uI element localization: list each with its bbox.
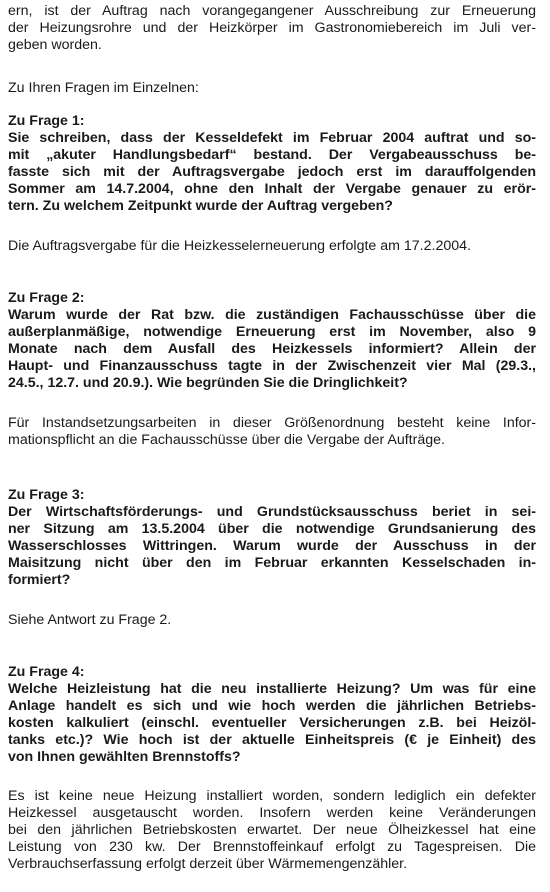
question-line: fasste sich mit der Auftragsvergabe jedoch erst im darauffolgenden xyxy=(8,164,536,180)
question-2 xyxy=(8,290,536,392)
text-line: geben worden. xyxy=(8,37,102,53)
text-line: der Heizungsrohre und der Heizkörper im Gastronomiebereich im Juli ver- xyxy=(8,20,536,36)
question-line: mit „akuter Handlungsbedarf“ bestand. Der Vergabeausschuss be- xyxy=(8,147,536,163)
text-line: ern, ist der Auftrag nach vorangegangener Ausschreibung zur Erneuerung xyxy=(8,3,536,19)
answer-2 xyxy=(8,415,536,449)
question-heading: Zu Frage 2: xyxy=(8,290,85,306)
question-line: Monate nach dem Ausfall des Heizkessels informiert? Allein der xyxy=(8,341,536,357)
question-line: kosten kalkuliert (einschl. eventueller Versicherungen z.B. bei Heizöl- xyxy=(8,715,536,731)
question-line: ner Sitzung am 13.5.2004 über die notwendige Grundsanierung des xyxy=(8,521,536,537)
question-4 xyxy=(8,664,536,766)
question-line: tanks etc.)? Wie hoch ist der aktuelle Einheitspreis (€ je Einheit) des xyxy=(8,732,536,748)
question-line: Der Wirtschaftsförderungs- und Grundstücksausschuss beriet in sei- xyxy=(8,504,536,520)
answer-line: Verbrauchserfassung erfolgt derzeit über Wärmemengenzähler. xyxy=(8,856,408,872)
question-line: formiert? xyxy=(8,572,71,588)
question-heading: Zu Frage 3: xyxy=(8,487,85,503)
answer-line: Siehe Antwort zu Frage 2. xyxy=(8,612,172,628)
intro-paragraph xyxy=(8,3,536,54)
answer-line: Leistung von 230 kw. Der Brennstoffeinkauf erfolgt zu Tagespreisen. Die xyxy=(8,839,536,855)
question-line: 24.5., 12.7. und 20.9.). Wie begründen Sie die Dringlichkeit? xyxy=(8,375,408,391)
answer-line: Die Auftragsvergabe für die Heizkesselerneuerung erfolgte am 17.2.2004. xyxy=(8,238,471,254)
question-line: Anlage handelt es sich und wie hoch werden die jährlichen Betriebs- xyxy=(8,698,536,714)
question-line: Sie schreiben, dass der Kesseldefekt im Februar 2004 auftrat und so- xyxy=(8,130,536,146)
question-1 xyxy=(8,113,536,215)
answer-4 xyxy=(8,788,536,873)
question-line: tern. Zu welchem Zeitpunkt wurde der Auftrag vergeben? xyxy=(8,198,393,214)
question-line: außerplanmäßige, notwendige Erneuerung erst im November, also 9 xyxy=(8,324,536,340)
intro-lead xyxy=(8,80,536,97)
text-line: Zu Ihren Fragen im Einzelnen: xyxy=(8,80,199,96)
question-line: von Ihnen gewählten Brennstoffs? xyxy=(8,749,241,765)
question-line: Warum wurde der Rat bzw. die zuständigen Fachausschüsse über die xyxy=(8,307,536,323)
answer-line: bei den jährlichen Betriebskosten erwartet. Der neue Ölheizkessel hat eine xyxy=(8,822,536,838)
question-line: Maisitzung nicht über den im Februar erkannten Kesselschaden in- xyxy=(8,555,536,571)
question-heading: Zu Frage 1: xyxy=(8,113,85,129)
question-line: Welche Heizleistung hat die neu installierte Heizung? Um was für eine xyxy=(8,681,536,697)
answer-1 xyxy=(8,238,536,255)
question-line: Wasserschlosses Wittringen. Warum wurde der Ausschuss in der xyxy=(8,538,536,554)
answer-line: Heizkessel ausgetauscht worden. Insofern werden keine Veränderungen xyxy=(8,805,536,821)
question-heading: Zu Frage 4: xyxy=(8,664,85,680)
answer-line: Es ist keine neue Heizung installiert worden, sondern lediglich ein defekter xyxy=(8,788,536,804)
question-line: Haupt- und Finanzausschuss tagte in der Zwischenzeit vier Mal (29.3., xyxy=(8,358,536,374)
question-3 xyxy=(8,487,536,589)
answer-line: Für Instandsetzungsarbeiten in dieser Größenordnung besteht keine Infor- xyxy=(8,415,536,431)
answer-line: mationspflicht an die Fachausschüsse über die Vergabe der Aufträge. xyxy=(8,432,445,448)
question-line: Sommer am 14.7.2004, ohne den Inhalt der Vergabe genauer zu erör- xyxy=(8,181,536,197)
answer-3 xyxy=(8,612,536,629)
